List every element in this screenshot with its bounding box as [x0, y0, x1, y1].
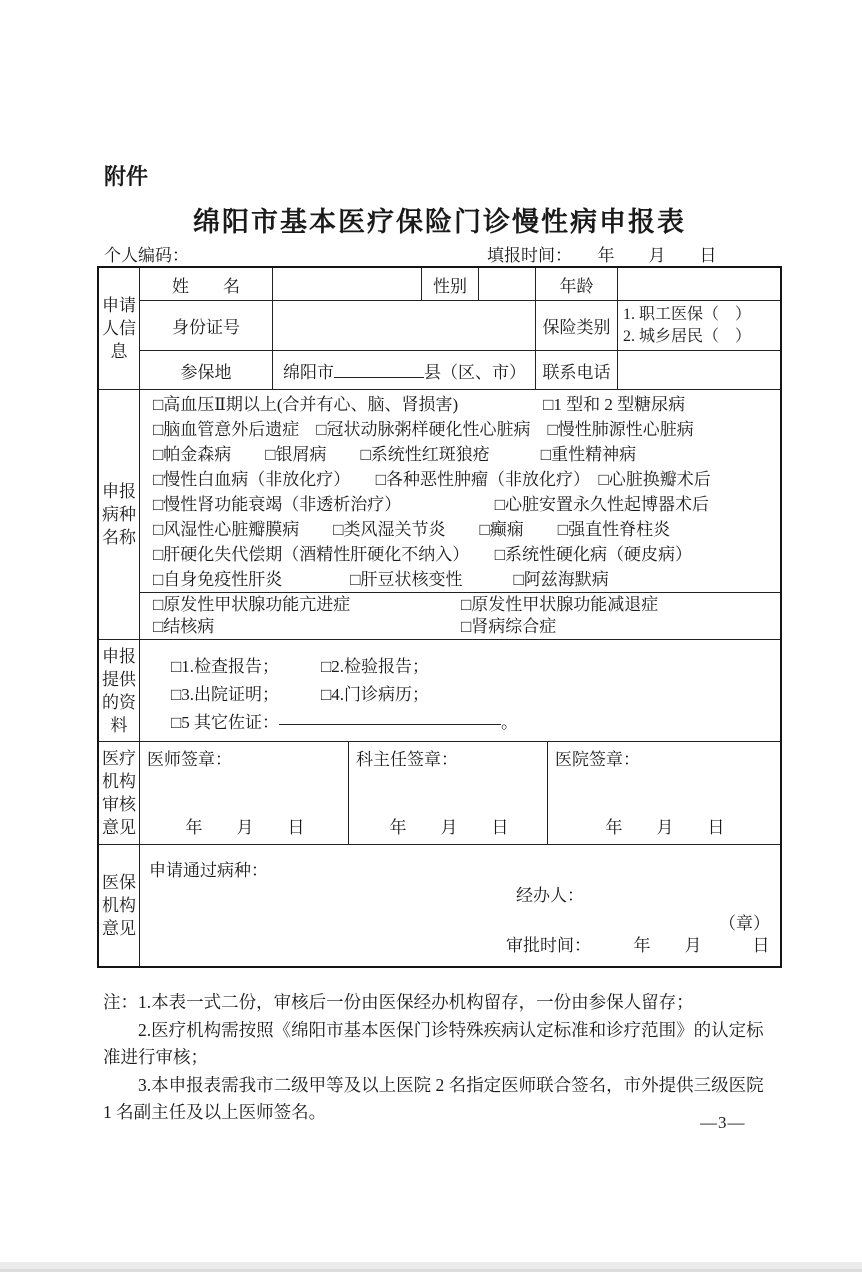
disease-item: □原发性甲状腺功能减退症 — [461, 595, 659, 614]
footnotes — [103, 989, 773, 1127]
materials-section-label: 申报提供的资料 — [99, 640, 140, 741]
application-form-table — [97, 266, 782, 968]
id-number-value-cell — [273, 301, 536, 350]
fill-time-label: 填报时间： 年 月 日 — [487, 246, 717, 265]
hospital-seal-cell — [548, 742, 780, 844]
page-bottom-edge — [0, 1262, 862, 1272]
seal-label: （章） — [719, 914, 770, 933]
residence-prefix: 绵阳市 — [283, 362, 334, 382]
name-value-cell — [273, 268, 422, 300]
gender-value-cell — [479, 268, 536, 300]
residence-blank-line — [334, 362, 424, 378]
dept-head-signature-label: 科主任签章： — [356, 750, 458, 769]
form-title: 绵阳市基本医疗保险门诊慢性病申报表 — [193, 207, 686, 237]
disease-item: □肾病综合症 — [461, 617, 557, 636]
operator-label: 经办人： — [516, 886, 584, 905]
materials-row — [171, 653, 774, 681]
disease-section — [99, 390, 780, 640]
doctor-signature-label: 医师签章： — [147, 750, 232, 769]
disease-item: □结核病 — [153, 617, 215, 636]
applicant-row-residence — [140, 351, 780, 389]
material-item: □4.门诊病历； — [321, 685, 430, 704]
insurance-option-employee: 1. 职工医保（ ） — [623, 305, 752, 323]
approval-time-line: 审批时间： 年 月 日 — [506, 936, 770, 955]
disease-line: □帕金森病 □银屑病 □系统性红斑狼疮 □重性精神病 — [153, 445, 637, 464]
disease-extra-list — [140, 593, 780, 639]
page-number: —3— — [700, 1113, 746, 1132]
dept-head-signature-cell — [349, 742, 548, 844]
disease-line: □风湿性心脏瓣膜病 □类风湿关节炎 □癫痫 □强直性脊柱炎 — [153, 520, 671, 539]
material-item-other-label: □5 其它佐证： — [171, 713, 280, 732]
attachment-label: 附件 — [104, 164, 149, 189]
disease-line: □慢性肾功能衰竭（非透析治疗） □心脏安置永久性起博器术后 — [153, 495, 710, 514]
disease-line: □慢性白血病（非放化疗） □各种恶性肿瘤（非放化疗） □心脏换瓣术后 — [153, 470, 711, 489]
materials-section — [99, 640, 780, 742]
personal-code-label: 个人编码： — [104, 246, 189, 265]
material-item: □2.检验报告； — [321, 657, 430, 676]
material-item: □3.出院证明； — [171, 685, 280, 704]
insurance-type-options — [618, 301, 780, 350]
disease-extra-row — [153, 594, 774, 616]
age-value-cell — [618, 268, 780, 300]
material-item: □1.检查报告； — [171, 657, 280, 676]
doctor-signature-date: 年 月 日 — [185, 818, 305, 837]
applicant-section-label: 申请人信息 — [99, 268, 140, 389]
residence-value-cell — [273, 351, 536, 389]
disease-extra-row — [153, 616, 774, 638]
disease-item: □原发性甲状腺功能亢进症 — [153, 595, 351, 614]
residence-suffix: 县（区、市） — [424, 362, 526, 382]
disease-line: □自身免疫性肝炎 □肝豆状核变性 □阿兹海默病 — [153, 570, 609, 589]
name-label: 姓 名 — [140, 268, 273, 300]
dept-head-signature-date: 年 月 日 — [389, 818, 509, 837]
hospital-review-section — [99, 742, 780, 845]
age-label: 年龄 — [536, 268, 618, 300]
residence-label: 参保地 — [140, 351, 273, 389]
form-meta-row — [97, 241, 782, 265]
other-evidence-blank-line — [279, 709, 501, 725]
applicant-row-name — [140, 268, 780, 301]
materials-row-other — [171, 709, 774, 737]
phone-value-cell — [618, 351, 780, 389]
doctor-signature-cell — [140, 742, 349, 844]
disease-line: □肝硬化失代偿期（酒精性肝硬化不纳入） □系统性硬化病（硬皮病） — [153, 545, 693, 564]
approved-diseases-label: 申请通过病种： — [149, 861, 268, 880]
insurance-review-section — [99, 845, 780, 966]
disease-checkbox-list — [140, 390, 780, 593]
gender-label: 性别 — [422, 268, 479, 300]
phone-label: 联系电话 — [536, 351, 618, 389]
disease-section-label: 申报病种名称 — [99, 390, 140, 639]
note-line: 2.医疗机构需按照《绵阳市基本医保门诊特殊疾病认定标准和诊疗范围》的认定标准进行审核； — [103, 1019, 764, 1067]
note-line: 3.本申报表需我市二级甲等及以上医院 2 名指定医师联合签名，市外提供三级医院 1 名副主任及以上医师签名。 — [103, 1074, 764, 1122]
disease-line: □高血压Ⅱ期以上(合并有心、脑、肾损害) □1 型和 2 型糖尿病 — [153, 395, 686, 414]
id-number-label: 身份证号 — [140, 301, 273, 350]
disease-line: □脑血管意外后遗症 □冠状动脉粥样硬化性心脏病 □慢性肺源性心脏病 — [153, 420, 694, 439]
applicant-info-section — [99, 268, 780, 390]
insurance-option-resident: 2. 城乡居民（ ） — [623, 327, 752, 345]
material-other-suffix: 。 — [501, 713, 519, 732]
insurance-review-section-label: 医保机构意见 — [99, 845, 140, 966]
applicant-row-id — [140, 301, 780, 351]
hospital-review-section-label: 医疗机构审核意见 — [99, 742, 140, 844]
hospital-seal-date: 年 月 日 — [605, 818, 725, 837]
materials-row — [171, 681, 774, 709]
insurance-type-label: 保险类别 — [536, 301, 618, 350]
hospital-seal-label: 医院签章： — [555, 750, 640, 769]
note-line: 注：1.本表一式二份，审核后一份由医保经办机构留存，一份由参保人留存； — [103, 992, 694, 1012]
